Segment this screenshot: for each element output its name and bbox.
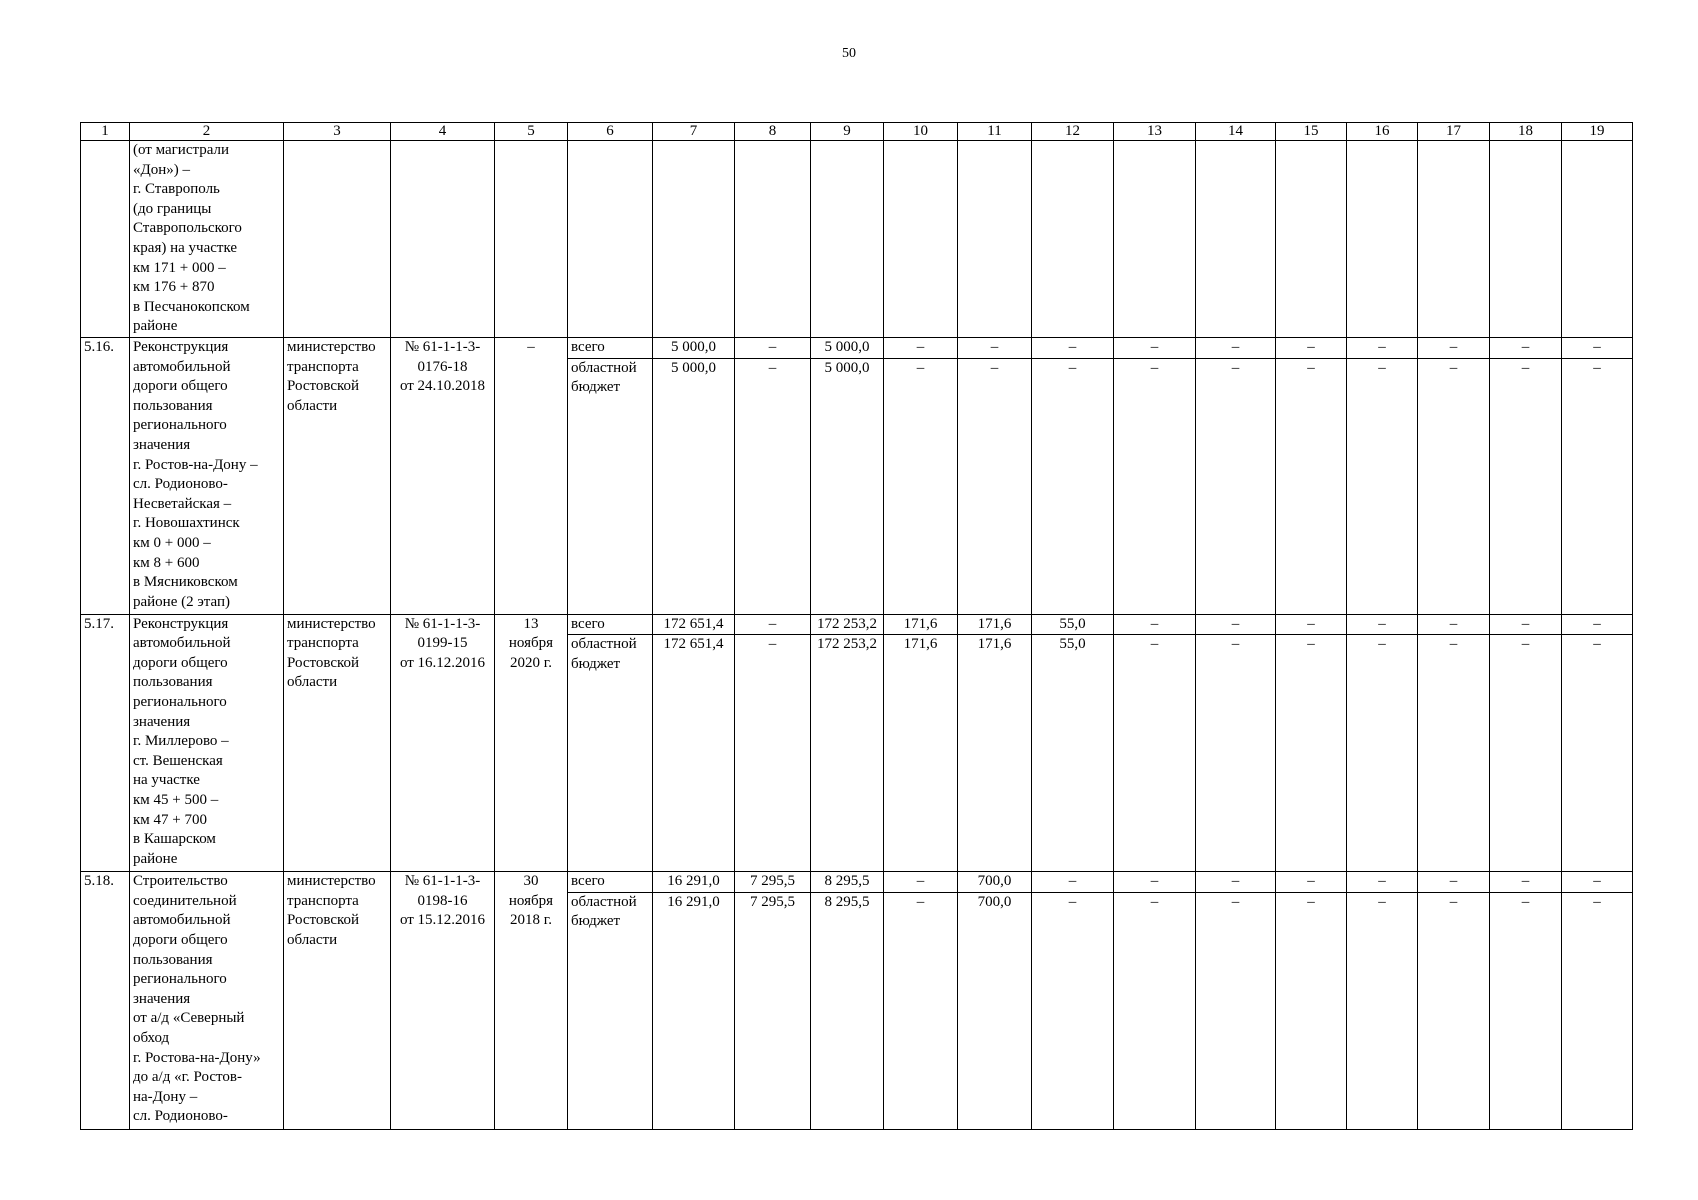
table-cell — [495, 141, 568, 338]
table-cell — [1562, 141, 1633, 338]
table-cell — [1347, 141, 1418, 338]
table-cell — [284, 141, 391, 338]
value-cell: – — [735, 358, 811, 614]
value-cell: – — [1276, 872, 1347, 893]
table-cell — [568, 141, 653, 338]
value-cell: – — [1490, 872, 1562, 893]
value-cell: – — [1490, 635, 1562, 872]
table-cell — [1196, 141, 1276, 338]
table-row — [81, 338, 1633, 359]
value-cell: 171,6 — [884, 635, 958, 872]
table-cell — [1276, 141, 1347, 338]
value-cell: – — [884, 338, 958, 359]
value-cell: – — [1562, 892, 1633, 1129]
completion-date: – — [495, 338, 568, 615]
project-description: (от магистрали «Дон») – г. Ставрополь (до границы Ставропольского края) на участке км 171 + 000 – км 176 + 870 в Песчанокопском районе — [130, 141, 284, 338]
value-cell: – — [735, 614, 811, 635]
value-cell: 172 253,2 — [811, 635, 884, 872]
funding-source: областной бюджет — [568, 892, 653, 1129]
document-ref: № 61-1-1-3- 0176-18 от 24.10.2018 — [391, 338, 495, 615]
value-cell: – — [1347, 614, 1418, 635]
document-ref: № 61-1-1-3- 0199-15 от 16.12.2016 — [391, 614, 495, 872]
value-cell: – — [1562, 635, 1633, 872]
value-cell: – — [1114, 358, 1196, 614]
table-cell — [811, 141, 884, 338]
header-cell: 3 — [284, 123, 391, 141]
value-cell: 5 000,0 — [653, 358, 735, 614]
table-cell — [391, 141, 495, 338]
value-cell: – — [1490, 892, 1562, 1129]
value-cell: – — [1418, 358, 1490, 614]
value-cell: – — [1276, 338, 1347, 359]
value-cell: – — [1418, 635, 1490, 872]
value-cell: 172 651,4 — [653, 614, 735, 635]
value-cell: – — [1114, 614, 1196, 635]
value-cell: 55,0 — [1032, 614, 1114, 635]
value-cell: – — [1196, 614, 1276, 635]
value-cell: – — [958, 338, 1032, 359]
value-cell: 700,0 — [958, 892, 1032, 1129]
page-number: 50 — [842, 46, 856, 61]
value-cell: 16 291,0 — [653, 872, 735, 893]
header-row — [81, 123, 1633, 141]
value-cell: – — [884, 358, 958, 614]
value-cell: – — [1032, 892, 1114, 1129]
header-cell: 16 — [1347, 123, 1418, 141]
value-cell: 5 000,0 — [811, 338, 884, 359]
value-cell: – — [1347, 635, 1418, 872]
table-cell — [1490, 141, 1562, 338]
header-cell: 6 — [568, 123, 653, 141]
value-cell: – — [1347, 358, 1418, 614]
value-cell: – — [1276, 892, 1347, 1129]
row-number: 5.18. — [81, 872, 130, 1130]
table-row — [81, 614, 1633, 635]
value-cell: – — [884, 872, 958, 893]
value-cell: 7 295,5 — [735, 892, 811, 1129]
value-cell: 5 000,0 — [811, 358, 884, 614]
table-cell — [958, 141, 1032, 338]
table-cell — [1114, 141, 1196, 338]
header-cell: 19 — [1562, 123, 1633, 141]
header-cell: 18 — [1490, 123, 1562, 141]
header-cell: 5 — [495, 123, 568, 141]
value-cell: – — [1196, 338, 1276, 359]
funding-source: областной бюджет — [568, 358, 653, 614]
executor: министерство транспорта Ростовской области — [284, 872, 391, 1130]
value-cell: 700,0 — [958, 872, 1032, 893]
table-cell — [884, 141, 958, 338]
value-cell: – — [1276, 614, 1347, 635]
header-cell: 11 — [958, 123, 1032, 141]
table-cell — [1032, 141, 1114, 338]
value-cell: – — [1114, 892, 1196, 1129]
header-cell: 15 — [1276, 123, 1347, 141]
value-cell: – — [735, 635, 811, 872]
table-cell — [735, 141, 811, 338]
value-cell: – — [1032, 358, 1114, 614]
value-cell: – — [1490, 338, 1562, 359]
header-cell: 14 — [1196, 123, 1276, 141]
value-cell: – — [1196, 358, 1276, 614]
value-cell: – — [1347, 338, 1418, 359]
project-description: Реконструкция автомобильной дороги общего пользования регионального значения г. Миллерово – ст. Вешенская на участке км 45 + 500 – км 47 + 700 в Кашарском районе — [130, 614, 284, 872]
value-cell: – — [1276, 635, 1347, 872]
header-cell: 13 — [1114, 123, 1196, 141]
value-cell: – — [958, 358, 1032, 614]
header-cell: 4 — [391, 123, 495, 141]
value-cell: – — [1114, 338, 1196, 359]
value-cell: 171,6 — [958, 635, 1032, 872]
value-cell: – — [1196, 892, 1276, 1129]
table-row — [81, 872, 1633, 893]
value-cell: 55,0 — [1032, 635, 1114, 872]
table-cell — [81, 141, 130, 338]
funding-source: всего — [568, 338, 653, 359]
value-cell: 8 295,5 — [811, 892, 884, 1129]
project-description: Строительство соединительной автомобильной дороги общего пользования регионального значения от а/д «Северный обход г. Ростова-на-Дону» до а/д «г. Ростов- на-Дону – сл. Родионово- — [130, 872, 284, 1130]
header-cell: 1 — [81, 123, 130, 141]
value-cell: – — [1562, 614, 1633, 635]
value-cell: 172 253,2 — [811, 614, 884, 635]
value-cell: – — [1196, 872, 1276, 893]
value-cell: – — [1032, 872, 1114, 893]
value-cell: – — [735, 338, 811, 359]
header-cell: 2 — [130, 123, 284, 141]
project-description: Реконструкция автомобильной дороги общего пользования регионального значения г. Ростов-на-Дону – сл. Родионово- Несветайская – г. Новошахтинск км 0 + 000 – км 8 + 600 в Мясниковском районе (2 этап) — [130, 338, 284, 615]
header-cell: 17 — [1418, 123, 1490, 141]
continuation-row — [81, 141, 1633, 338]
header-cell: 7 — [653, 123, 735, 141]
executor: министерство транспорта Ростовской области — [284, 338, 391, 615]
value-cell: – — [1418, 614, 1490, 635]
value-cell: – — [1562, 872, 1633, 893]
value-cell: – — [1418, 872, 1490, 893]
header-cell: 9 — [811, 123, 884, 141]
value-cell: – — [1562, 338, 1633, 359]
completion-date: 13 ноября 2020 г. — [495, 614, 568, 872]
row-number: 5.16. — [81, 338, 130, 615]
header-cell: 10 — [884, 123, 958, 141]
value-cell: 171,6 — [958, 614, 1032, 635]
value-cell: – — [1276, 358, 1347, 614]
value-cell: – — [1490, 614, 1562, 635]
header-cell: 12 — [1032, 123, 1114, 141]
header-cell: 8 — [735, 123, 811, 141]
document-ref: № 61-1-1-3- 0198-16 от 15.12.2016 — [391, 872, 495, 1130]
value-cell: – — [884, 892, 958, 1129]
value-cell: – — [1418, 338, 1490, 359]
program-table — [80, 122, 1633, 1130]
table-cell — [653, 141, 735, 338]
funding-source: областной бюджет — [568, 635, 653, 872]
value-cell: – — [1032, 338, 1114, 359]
funding-source: всего — [568, 614, 653, 635]
value-cell: 5 000,0 — [653, 338, 735, 359]
executor: министерство транспорта Ростовской области — [284, 614, 391, 872]
value-cell: 172 651,4 — [653, 635, 735, 872]
value-cell: – — [1347, 872, 1418, 893]
funding-source: всего — [568, 872, 653, 893]
value-cell: 7 295,5 — [735, 872, 811, 893]
value-cell: – — [1562, 358, 1633, 614]
value-cell: – — [1418, 892, 1490, 1129]
value-cell: – — [1114, 872, 1196, 893]
value-cell: – — [1114, 635, 1196, 872]
row-number: 5.17. — [81, 614, 130, 872]
completion-date: 30 ноября 2018 г. — [495, 872, 568, 1130]
value-cell: – — [1347, 892, 1418, 1129]
value-cell: 171,6 — [884, 614, 958, 635]
value-cell: – — [1196, 635, 1276, 872]
value-cell: – — [1490, 358, 1562, 614]
value-cell: 8 295,5 — [811, 872, 884, 893]
value-cell: 16 291,0 — [653, 892, 735, 1129]
table-cell — [1418, 141, 1490, 338]
